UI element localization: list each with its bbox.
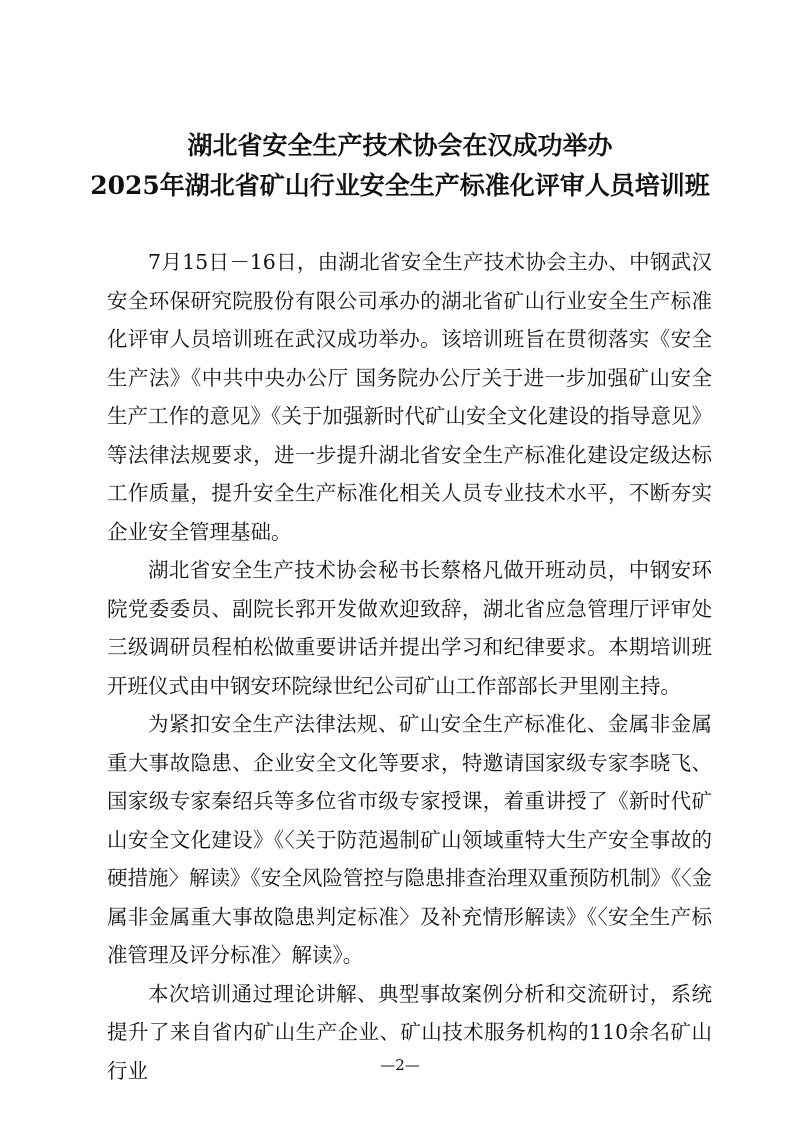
paragraph-1: 7月15日－16日，由湖北省安全生产技术协会主办、中钢武汉安全环保研究院股份有限公司承办的湖北省矿山行业安全生产标准化评审人员培训班在武汉成功举办。该培训班旨在贯彻落实《安全生产法》《中共中央办公厅 国务院办公厅关于进一步加强矿山安全生产工作的意见》《关于加强新时代矿山安全文化建设的指导意见》等法律法规要求，进一步提升湖北省安全生产标准化建设定级达标工作质量，提升安全生产标准化相关人员专业技术水平，不断夯实企业安全管理基础。	[107, 250, 712, 544]
paragraph-3: 为紧扣安全生产法律法规、矿山安全生产标准化、金属非金属重大事故隐患、企业安全文化等要求，特邀请国家级专家李晓飞、国家级专家秦绍兵等多位省市级专家授课，着重讲授了《新时代矿山安全文化建设》《〈关于防范遏制矿山领域重特大生产安全事故的硬措施〉解读》《安全风险管控与隐患排查治理双重预防机制》《〈金属非金属重大事故隐患判定标准〉及补充情形解读》《〈安全生产标准管理及评分标准〉解读》。	[107, 712, 712, 967]
article-body	[107, 243, 712, 1090]
title-line-2: 2025年湖北省矿山行业安全生产标准化评审人员培训班	[90, 171, 710, 200]
paragraph-4: 本次培训通过理论讲解、典型事故案例分析和交流研讨，系统提升了来自省内矿山生产企业、矿山技术服务机构的110余名矿山行业	[107, 981, 712, 1083]
paragraph-2: 湖北省安全生产技术协会秘书长蔡格凡做开班动员，中钢安环院党委委员、副院长郛开发做欢迎致辞，湖北省应急管理厅评审处三级调研员程柏松做重要讲话并提出学习和纪律要求。本期培训班开班仪式由中钢安环院绿世纪公司矿山工作部部长尹里刚主持。	[107, 558, 712, 698]
page-number: —2—	[380, 1056, 420, 1074]
title-line-1: 湖北省安全生产技术协会在汉成功举办	[187, 131, 613, 160]
